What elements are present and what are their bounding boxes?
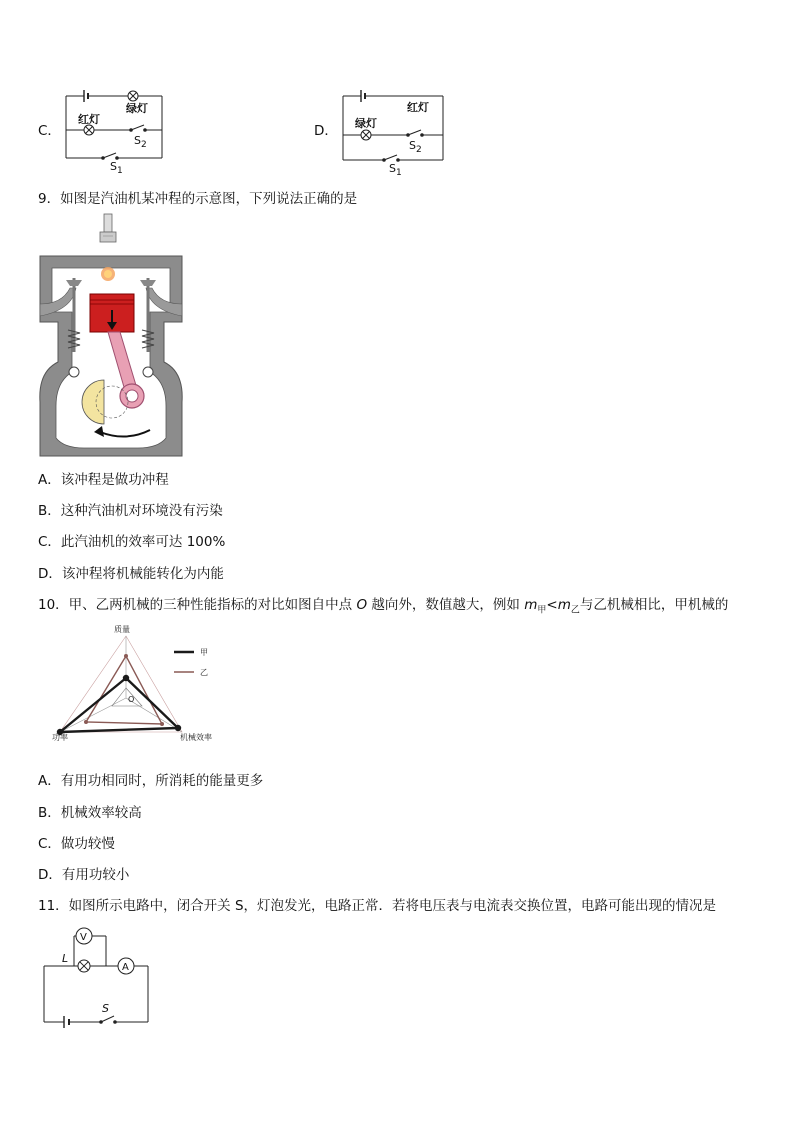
question-10-option-a[interactable]: A．有用功相同时，所消耗的能量更多: [38, 773, 264, 789]
lamp-label-top: 红灯: [407, 101, 429, 114]
axis-label-right: 机械效率: [180, 733, 212, 742]
lamp-label: L: [62, 952, 69, 965]
voltmeter-label: V: [80, 932, 87, 943]
question-9-stem: 9．如图是汽油机某冲程的示意图，下列说法正确的是: [38, 191, 358, 207]
lamp-label-top: 绿灯: [126, 102, 148, 115]
question-10-stem: 10．甲、乙两机械的三种性能指标的对比如图自中点 O 越向外，数值越大，例如 $m_甲<m_乙$与乙机械相比，甲机械的: [38, 597, 729, 616]
question-10-option-d[interactable]: D．有用功较小: [38, 867, 130, 883]
axis-label-top: 质量: [114, 625, 130, 634]
circuit-diagram-c: [62, 86, 166, 176]
svg-text:S1: $S_1$: [110, 160, 123, 176]
lamp-label-mid: 红灯: [78, 113, 100, 126]
axis-label-left: 功率: [52, 733, 68, 742]
option-c-label: C．: [38, 123, 61, 139]
question-11-stem: 11．如图所示电路中，闭合开关 S，灯泡发光，电路正常．若将电压表与电流表交换位置，电路可能出现的情况是: [38, 898, 717, 914]
question-10-option-b[interactable]: B．机械效率较高: [38, 805, 142, 821]
legend-jia-label: 甲: [200, 648, 208, 657]
svg-text:S2: $S_2$: [409, 139, 422, 155]
svg-text:S1: $S_1$: [389, 162, 402, 178]
lamp-label-mid: 绿灯: [355, 117, 377, 130]
radar-chart: [52, 622, 222, 744]
circuit-diagram-q11: [38, 922, 154, 1032]
legend-yi-label: 乙: [200, 668, 208, 677]
switch-label: S: [102, 1002, 109, 1015]
center-label: O: [128, 695, 135, 704]
question-9-option-a[interactable]: A．该冲程是做功冲程: [38, 472, 169, 488]
circuit-diagram-d: [339, 86, 447, 178]
option-d-label: D．: [314, 123, 338, 139]
svg-text:S2: $S_2$: [134, 134, 147, 150]
engine-diagram: [38, 212, 184, 458]
question-9-option-d[interactable]: D．该冲程将机械能转化为内能: [38, 566, 224, 582]
question-9-option-b[interactable]: B．这种汽油机对环境没有污染: [38, 503, 223, 519]
question-10-option-c[interactable]: C．做功较慢: [38, 836, 115, 852]
series-yi-polygon: [86, 656, 162, 724]
question-9-option-c[interactable]: C．此汽油机的效率可达 100%: [38, 534, 226, 550]
ammeter-label: A: [122, 962, 129, 973]
